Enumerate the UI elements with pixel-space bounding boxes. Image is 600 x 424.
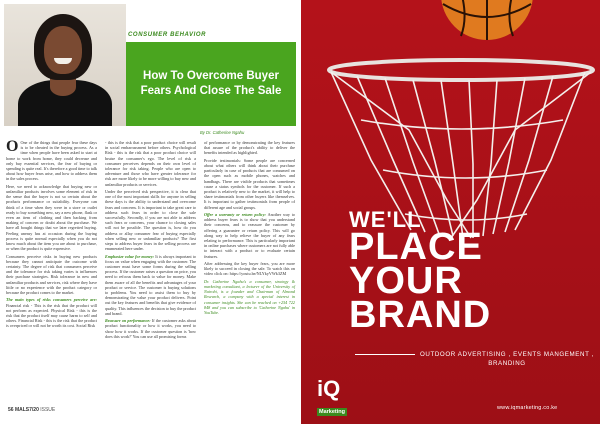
paragraph bbox=[204, 212, 295, 259]
headline-line-1: WE'LL bbox=[349, 207, 422, 232]
services-list bbox=[419, 350, 595, 368]
column-3 bbox=[204, 140, 295, 398]
column-1 bbox=[6, 140, 97, 398]
page-footer bbox=[8, 407, 55, 413]
paragraph bbox=[6, 297, 97, 328]
drop-cap: O bbox=[6, 138, 19, 155]
author-portrait bbox=[4, 4, 126, 126]
headline-line-2: PLACE bbox=[349, 225, 483, 268]
paragraph bbox=[105, 254, 196, 316]
section-tag: CONSUMER BEHAVIOR bbox=[128, 32, 207, 38]
website-link[interactable]: www.iqmarketing.co.ke bbox=[497, 405, 558, 411]
column-2 bbox=[105, 140, 196, 398]
article-body bbox=[6, 140, 296, 398]
advert-page bbox=[301, 0, 600, 424]
article-title-box bbox=[126, 42, 296, 126]
paragraph bbox=[6, 140, 97, 182]
iq-marketing-logo bbox=[317, 378, 351, 418]
subhead: Reassure on performance: bbox=[105, 318, 151, 324]
headline-line-4: BRAND bbox=[349, 294, 492, 337]
author-bio: Dr. Catherine Ngahu's a consumer, strategy & marketing consultant, a lecturer of the University of Nairobi, is a founder and Chairman of Almond Research, a company with a special interest in consumer insights. She can be reached on +254 722 848 and you can subscribe to 'Catherine Ngahu' in YouTube. bbox=[204, 278, 295, 316]
paragraph-text: Another way to address buyer fears is to show that you understand their concerns, and to reassure the customer by offering a guarantee or return policy. This will go along way to help relieve the buyer of any fears relating to performance. This is particularly important in online purchases where customers are not fully able to interact with a product or to evaluate certain features. bbox=[204, 212, 295, 259]
logo-mark: iQ bbox=[317, 376, 341, 401]
byline: By Dr. Catherine Ngahu bbox=[200, 130, 245, 135]
paragraph: Consumers perceive risks in buying new products because they cannot anticipate the outcome with certainty. The degree of risk that consumers perceive and the tolerance for risk taking varies is influences their purchase strategies. Risk tolerance in new and unfamiliar products and services, risk where they have little or no experience with the product category or because the product comes to the market. bbox=[6, 253, 97, 296]
headline-line-3: YOUR bbox=[349, 259, 463, 302]
page-number: 56 bbox=[8, 407, 14, 413]
divider bbox=[355, 354, 415, 355]
paragraph: Under the perceived risk perspective, it is clear that one of the most important skills for anyone in selling these days is the ability to understand and overcome fears and concerns. It is important to take great care to address such fears in order to close the sale successfully. Secondly, if you are not able to address such fears or concerns, your chance to closing sales will not be possible. The question is, how do you address or allay consumer fear of buying especially when selling new or unfamiliar products? The first steps to address buyer fears in the selling process are enumerated here under. bbox=[105, 189, 196, 252]
paragraph bbox=[105, 318, 196, 339]
paragraph-text: It is always important to focus on value when engaging with the customer. The customer must have some forms during the selling process. If the customer raises a question on price, you need to refocus them back to value for money. Make them aware of all the benefits and advantages of your product or service. The customer is buying solutions to problems. You need to assist them to buy by demonstrating the value your product delivers. Point out the key features and benefits that give evidence of quality. This influences the decision to buy the product and brand. bbox=[105, 253, 196, 316]
subhead: Emphasize value for money: bbox=[105, 253, 155, 259]
paragraph: After addressing the key buyer fears, you are more likely to succeed in closing the sale. To watch this on video click on: https://youtu.be/NLYkyVWk3ZM bbox=[204, 261, 295, 277]
article-title: How To Overcome Buyer Fears And Close The Sale bbox=[140, 70, 282, 97]
paragraph: Here, we need to acknowledge that buying new or unfamiliar products involves some element of risk in the sense that the buyer is not so certain about the products performance or suitability. Everyone can think of a time when they were in a store or outlet ready to buy something new, say a new phone, flask or even an item of clothing and then backing from making of concern or doubt about the purchase. We have all bought things that we later regretted buying. Feeling uneasy has at occasion during the buying process is quite normal especially when you do not know much about the item you are about to purchase, or when the product is quite expensive. bbox=[6, 183, 97, 252]
paragraph: - this is the risk that a poor product choice will result in social embarrassment before others. Psychological Risk - this is the risk that a poor product choice will bruise the consumer's ego. The level of risk a consumer perceives depends on their own level of tolerance for risk taking. People who are open to adventure and those who have greater tolerance for risk are more likely to be more willing to buy new and unfamiliar products or services. bbox=[105, 140, 196, 187]
footer-issue: ISSUE bbox=[40, 407, 56, 413]
services-text: OUTDOOR ADVERTISING , EVENTS MANGEMENT , BRANDING bbox=[419, 351, 594, 367]
advert-headline bbox=[349, 207, 492, 337]
subhead: Offer a warranty or return policy: bbox=[204, 212, 266, 218]
paragraph: of performance or by demonstrating the key features that assure of the product's ability to deliver the benefits intended as highlighted. bbox=[204, 140, 295, 156]
footer-magazine: MALS7/20 bbox=[14, 407, 39, 413]
paragraph-text: One of the things that people fear these days is to be cheated in the buying process. As a time when people have been asked to start at home to work from home, they could decrease and only buy essential services, the fear of buying or spending is quite real. It's therefore a good time to talk about how buyer fears arise, and how to address them in the sales process. bbox=[6, 140, 97, 182]
paragraph-text: If the customer asks about product functionality or how it works, you need to show how it works. If the customer question is 'how does this work?' You can use all promising forms bbox=[105, 318, 196, 339]
paragraph: Provide testimonials: Some people are concerned about what others will think about their purchase particularly in case of products that are consumed on the open such as mobile phones, watches and handbags. There are visible products that sometimes cause a status symbols for the customer. If such a product is relatively new to the market, it will help to share testimonials from other buyers like themselves. It is important to gather testimonials from people of different age and social groups. bbox=[204, 157, 295, 210]
basketball-icon bbox=[441, 0, 533, 40]
subhead: The main types of risks consumers perceive are: bbox=[6, 297, 97, 303]
paragraph-text: Financial risk - This is the risk that the product will not perform as expected. Physical Risk - this is the risk that the product itself may cause harm to self and others. Financial Risk - this is the risk that the product is overpriced or will not be worth its cost. Social Risk bbox=[6, 302, 97, 329]
logo-tag: Marketing bbox=[319, 409, 345, 415]
